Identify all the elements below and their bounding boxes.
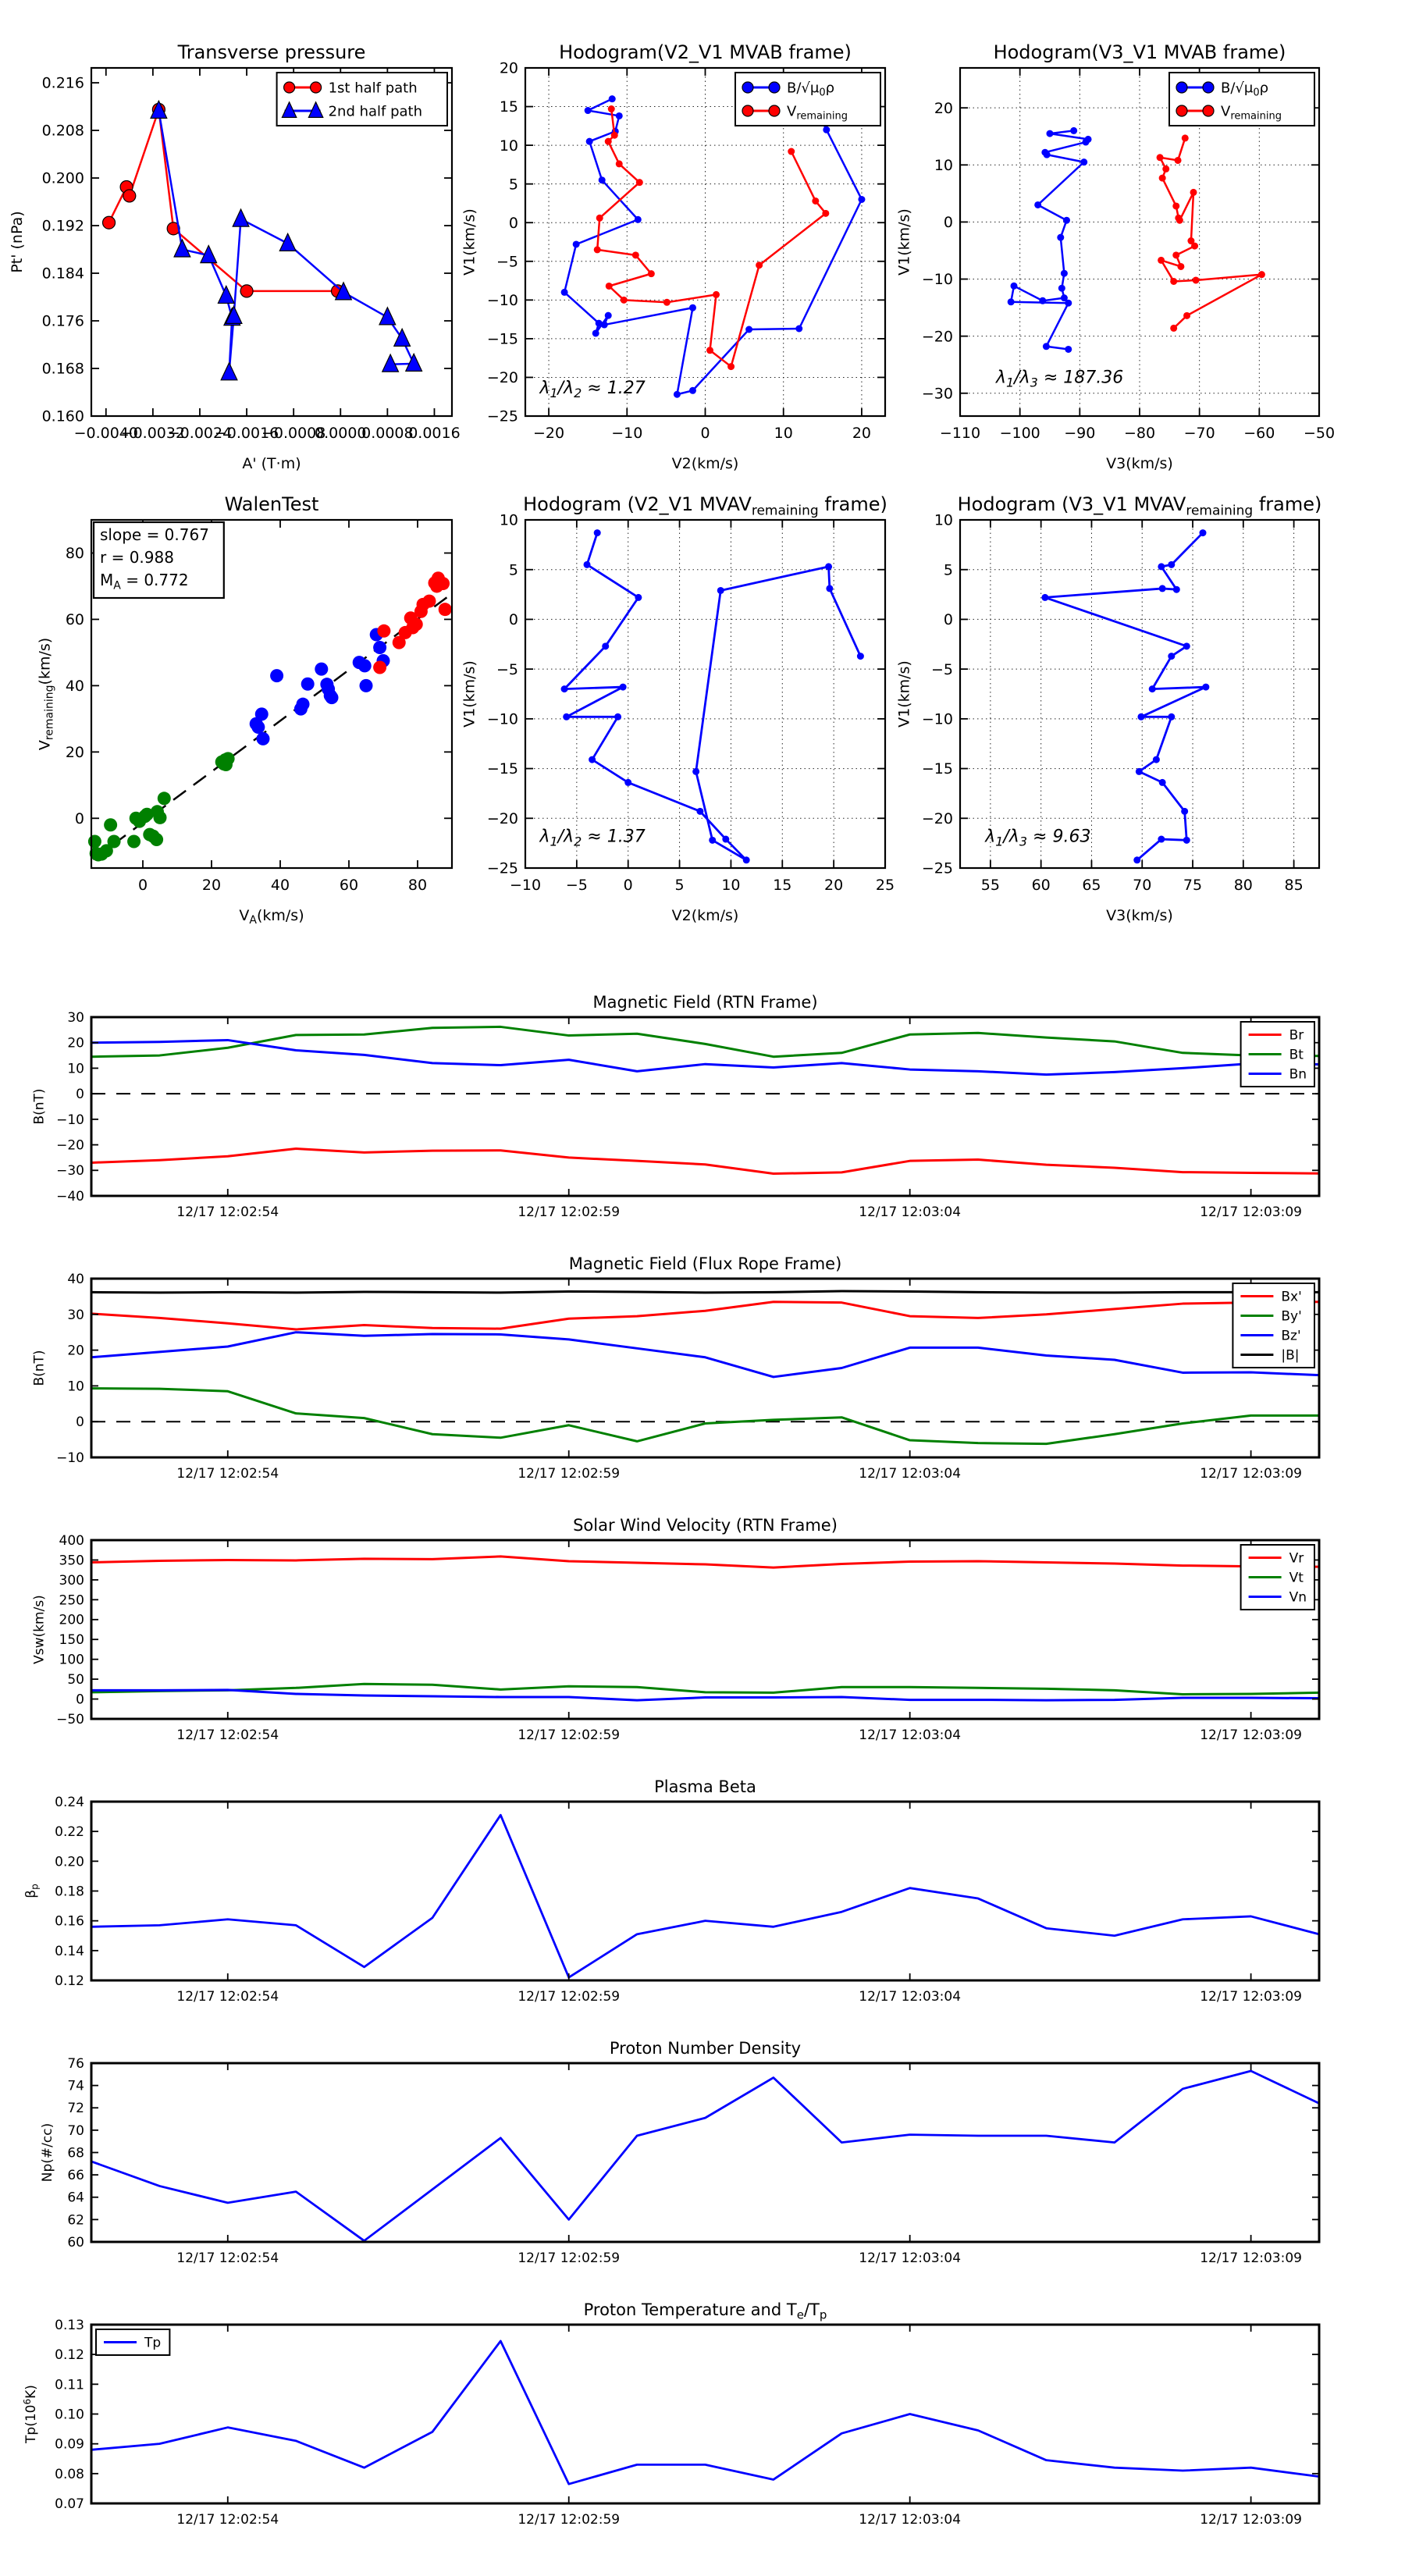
x-tick-label: 25 — [875, 877, 895, 894]
y-tick-label: −15 — [486, 330, 518, 348]
legend — [1169, 73, 1314, 126]
y-tick-label: 40 — [67, 1271, 84, 1287]
y-tick-label: 10 — [67, 1061, 84, 1077]
y-tick-label: 0.07 — [55, 2496, 84, 2512]
x-tick-label: 12/17 12:02:59 — [518, 2512, 621, 2528]
y-tick-label: 0.18 — [55, 1884, 84, 1900]
y-tick-label: 0 — [943, 611, 953, 629]
y-tick-label: 0.10 — [55, 2407, 84, 2423]
y-tick-label: 15 — [499, 98, 518, 116]
plot-frame — [960, 520, 1319, 868]
y-axis-label: V1(km/s) — [895, 208, 913, 276]
y-tick-label: 0 — [74, 809, 84, 827]
annotation: $\lambda_1/\lambda_2 \approx 1.27$ — [539, 379, 646, 400]
legend — [1232, 1283, 1314, 1368]
y-tick-label: 0.176 — [41, 312, 84, 330]
y-axis-label: V1(km/s) — [461, 208, 478, 276]
chart-walen-test — [36, 493, 452, 927]
chart-title: Transverse pressure — [177, 41, 366, 63]
y-tick-label: 0.13 — [55, 2317, 84, 2333]
chart-vsw-rtn — [31, 1516, 1319, 1743]
y-tick-label: −15 — [921, 760, 953, 778]
x-tick-label: 12/17 12:03:09 — [1200, 2512, 1302, 2528]
series-line — [91, 1148, 1319, 1173]
y-tick-label: 0.24 — [55, 1794, 84, 1810]
y-tick-label: 0.192 — [41, 217, 84, 235]
y-tick-label: 50 — [67, 1672, 84, 1688]
x-tick-label: 0 — [700, 425, 710, 442]
x-tick-label: 15 — [773, 877, 792, 894]
series-line — [564, 533, 860, 860]
x-tick-label: 12/17 12:03:09 — [1200, 1204, 1302, 1220]
y-tick-label: 10 — [934, 156, 953, 174]
annotation: $\lambda_1/\lambda_3 \approx 9.63$ — [985, 827, 1091, 849]
series-line — [91, 1389, 1319, 1444]
y-tick-label: 60 — [67, 2234, 84, 2250]
y-tick-label: 0 — [508, 611, 518, 629]
x-tick-label: 12/17 12:03:09 — [1200, 1727, 1302, 1743]
y-tick-label: 64 — [67, 2190, 84, 2206]
legend — [735, 73, 880, 126]
legend-label: Bn — [1289, 1066, 1307, 1083]
legend-label: By' — [1281, 1308, 1302, 1325]
y-axis-label: Vsw(km/s) — [31, 1595, 48, 1664]
y-tick-label: 100 — [59, 1652, 84, 1668]
y-tick-label: −25 — [921, 859, 953, 877]
series-1st half path — [103, 103, 344, 297]
series-line — [91, 1026, 1319, 1056]
y-tick-label: 10 — [499, 137, 518, 155]
y-tick-label: −25 — [486, 407, 518, 425]
x-tick-label: 10 — [721, 877, 741, 894]
x-tick-label: 85 — [1284, 877, 1304, 894]
y-tick-label: 10 — [67, 1379, 84, 1395]
y-tick-label: −40 — [56, 1188, 84, 1204]
series-Vremaining — [1157, 134, 1265, 331]
plot-frame — [91, 2063, 1319, 2242]
y-tick-label: 0.12 — [55, 1973, 84, 1989]
y-tick-label: −20 — [56, 1137, 84, 1154]
x-tick-label: 65 — [1082, 877, 1101, 894]
x-tick-label: 12/17 12:03:09 — [1200, 1466, 1302, 1482]
series-By' — [91, 1389, 1319, 1444]
legend-label: $V_{remaining}$ — [787, 103, 848, 123]
series-beta — [91, 1815, 1319, 1977]
x-tick-label: 0 — [623, 877, 633, 894]
chart-hodogram-v2v1-mvab — [461, 41, 885, 472]
y-tick-label: −10 — [486, 291, 518, 309]
legend-label: 2nd half path — [328, 103, 423, 120]
x-tick-label: 0.0016 — [408, 425, 461, 442]
y-tick-label: −20 — [486, 369, 518, 387]
annotation: $\lambda_1/\lambda_2 \approx 1.37$ — [539, 827, 646, 849]
y-tick-label: 10 — [934, 511, 953, 529]
x-tick-label: −60 — [1243, 425, 1275, 442]
y-tick-label: 5 — [943, 561, 953, 579]
chart-mag-rtn — [31, 993, 1319, 1220]
x-tick-label: 20 — [852, 425, 872, 442]
y-tick-label: 0 — [508, 214, 518, 232]
series-V — [1041, 529, 1209, 863]
chart-hodogram-v3v1-mvav — [896, 493, 1322, 924]
x-tick-label: 12/17 12:02:59 — [518, 1466, 621, 1482]
y-tick-label: 150 — [59, 1632, 84, 1649]
stats-line: slope = 0.767 — [100, 525, 209, 544]
y-axis-label: B(nT) — [31, 1088, 48, 1125]
x-tick-label: −100 — [999, 425, 1040, 442]
series-line — [91, 1302, 1319, 1329]
series-V — [561, 529, 864, 863]
y-tick-label: 0 — [943, 214, 953, 232]
y-tick-label: −30 — [921, 385, 953, 403]
x-tick-label: 80 — [407, 877, 428, 894]
x-axis-label: $V_A(km/s)$ — [239, 907, 304, 927]
x-axis-label: V2(km/s) — [671, 907, 739, 924]
x-tick-label: 0 — [137, 877, 148, 894]
x-tick-label: 12/17 12:03:04 — [859, 2250, 962, 2266]
legend — [277, 73, 447, 126]
x-tick-label: −0.0040 — [73, 425, 138, 442]
chart-proton-density — [40, 2039, 1319, 2266]
y-tick-label: 400 — [59, 1532, 84, 1549]
legend-label: $V_{remaining}$ — [1221, 103, 1282, 123]
x-tick-label: 12/17 12:02:59 — [518, 1989, 621, 2005]
x-tick-label: 12/17 12:03:09 — [1200, 2250, 1302, 2266]
y-tick-label: 0.160 — [41, 407, 84, 425]
chart-mag-fluxrope — [31, 1254, 1319, 1482]
y-tick-label: −10 — [921, 710, 953, 728]
x-axis-label: V2(km/s) — [671, 455, 739, 472]
y-tick-label: 62 — [67, 2212, 84, 2229]
legend — [96, 2329, 169, 2355]
y-tick-label: 20 — [934, 99, 953, 117]
x-tick-label: −5 — [565, 877, 588, 894]
y-tick-label: 0.08 — [55, 2466, 84, 2482]
x-tick-label: 10 — [774, 425, 793, 442]
y-tick-label: 0.12 — [55, 2347, 84, 2364]
legend-label: Bz' — [1281, 1328, 1301, 1344]
chart-title: Hodogram(V3_V1 MVAB frame) — [993, 41, 1286, 63]
y-tick-label: −10 — [486, 710, 518, 728]
x-tick-label: 12/17 12:03:04 — [859, 2512, 962, 2528]
series-Br — [91, 1148, 1319, 1173]
x-tick-label: 20 — [201, 877, 222, 894]
x-tick-label: 12/17 12:02:59 — [518, 2250, 621, 2266]
x-tick-label: 12/17 12:02:59 — [518, 1727, 621, 1743]
x-tick-label: −0.0008 — [261, 425, 326, 442]
x-tick-label: 5 — [674, 877, 685, 894]
y-tick-label: −5 — [930, 660, 953, 678]
y-tick-label: 68 — [67, 2145, 84, 2161]
y-tick-label: 0.208 — [41, 122, 84, 140]
y-axis-label: $\beta_p$ — [23, 1884, 41, 1898]
plot-frame — [91, 2325, 1319, 2503]
chart-title: Magnetic Field (RTN Frame) — [592, 993, 818, 1012]
stats-line: $M_A = 0.772$ — [100, 571, 189, 592]
x-tick-label: 55 — [980, 877, 1000, 894]
legend-label: $B/√\mu_0\rho$ — [1221, 80, 1269, 99]
y-tick-label: 0 — [76, 1692, 84, 1708]
x-tick-label: 0.0008 — [361, 425, 414, 442]
y-tick-label: 0.09 — [55, 2436, 84, 2453]
y-tick-label: 0.168 — [41, 360, 84, 378]
x-tick-label: 40 — [270, 877, 290, 894]
legend-label: |B| — [1281, 1347, 1300, 1364]
series-line — [91, 1291, 1319, 1293]
chart-plasma-beta — [23, 1777, 1319, 2005]
series-line — [91, 2341, 1319, 2484]
chart-title: Hodogram (V3_V1 $MVAV_{remaining}$ frame) — [957, 493, 1322, 519]
x-tick-label: −20 — [533, 425, 565, 442]
series-Tp — [91, 2341, 1319, 2484]
legend-label: Vr — [1289, 1550, 1304, 1567]
series-Bt — [91, 1026, 1319, 1056]
x-tick-label: 80 — [1233, 877, 1253, 894]
y-axis-label: V1(km/s) — [461, 660, 478, 728]
y-tick-label: 0.11 — [55, 2377, 84, 2393]
y-tick-label: 30 — [67, 1009, 84, 1026]
chart-title: Solar Wind Velocity (RTN Frame) — [573, 1516, 838, 1535]
series-Bz' — [91, 1332, 1319, 1377]
chart-transverse-pressure — [9, 41, 461, 472]
y-axis-label: V1(km/s) — [895, 660, 913, 728]
x-tick-label: −10 — [611, 425, 643, 442]
y-tick-label: 300 — [59, 1572, 84, 1589]
x-tick-label: −80 — [1123, 425, 1156, 442]
x-tick-label: 12/17 12:02:54 — [176, 2250, 279, 2266]
x-axis-label: V3(km/s) — [1106, 455, 1173, 472]
chart-title: WalenTest — [224, 493, 319, 515]
legend-label: Bx' — [1281, 1289, 1302, 1305]
y-tick-label: 200 — [59, 1612, 84, 1628]
y-tick-label: 0 — [76, 1087, 84, 1103]
legend-label: Bt — [1289, 1047, 1304, 1063]
y-tick-label: 20 — [67, 1343, 84, 1359]
y-tick-label: −20 — [921, 809, 953, 827]
y-tick-label: −20 — [486, 809, 518, 827]
stats-line: r = 0.988 — [100, 548, 174, 567]
chart-title: Hodogram(V2_V1 MVAB frame) — [559, 41, 852, 63]
y-tick-label: 0.14 — [55, 1943, 84, 1959]
legend-label: Vt — [1289, 1570, 1304, 1586]
y-tick-label: 60 — [65, 611, 84, 629]
y-tick-label: −10 — [921, 271, 953, 289]
x-tick-label: 12/17 12:03:04 — [859, 1989, 962, 2005]
y-tick-label: −5 — [496, 660, 518, 678]
annotation: $\lambda_1/\lambda_3 \approx 187.36$ — [996, 368, 1124, 390]
y-tick-label: 20 — [499, 59, 518, 77]
series-line — [109, 109, 338, 291]
chart-proton-temp — [22, 2300, 1319, 2528]
chart-title: Plasma Beta — [654, 1777, 756, 1796]
x-tick-label: 12/17 12:03:04 — [859, 1727, 962, 1743]
chart-title: Magnetic Field (Flux Rope Frame) — [568, 1254, 842, 1273]
y-tick-label: 76 — [67, 2055, 84, 2072]
y-tick-label: −5 — [496, 253, 518, 271]
y-tick-label: −30 — [56, 1163, 84, 1179]
x-tick-label: −0.0016 — [214, 425, 279, 442]
x-tick-label: 12/17 12:02:54 — [176, 1727, 279, 1743]
x-tick-label: −10 — [509, 877, 542, 894]
y-tick-label: 0.200 — [41, 169, 84, 187]
series-line — [1011, 130, 1088, 349]
x-tick-label: 20 — [824, 877, 844, 894]
legend — [1241, 1022, 1314, 1087]
x-tick-label: −110 — [939, 425, 981, 442]
y-tick-label: 20 — [65, 743, 84, 761]
legend-label: Br — [1289, 1027, 1304, 1044]
x-tick-label: 70 — [1133, 877, 1152, 894]
chart-title: Proton Number Density — [609, 2039, 802, 2058]
y-tick-label: 30 — [67, 1307, 84, 1323]
x-tick-label: 75 — [1183, 877, 1203, 894]
x-tick-label: 12/17 12:03:04 — [859, 1466, 962, 1482]
x-tick-label: 12/17 12:02:54 — [176, 1204, 279, 1220]
y-tick-label: 0.22 — [55, 1824, 84, 1841]
y-tick-label: −20 — [921, 328, 953, 346]
x-tick-label: −0.0032 — [120, 425, 186, 442]
y-tick-label: 0 — [76, 1414, 84, 1431]
x-tick-label: 12/17 12:02:54 — [176, 2512, 279, 2528]
series-middle — [250, 628, 390, 745]
y-tick-label: 0.16 — [55, 1913, 84, 1930]
chart-title: Hodogram (V2_V1 $MVAV_{remaining}$ frame) — [523, 493, 887, 519]
y-tick-label: 0.184 — [41, 265, 84, 283]
y-axis-label: $V_{remaining}(km/s)$ — [36, 637, 56, 751]
x-tick-label: 12/17 12:02:54 — [176, 1466, 279, 1482]
y-tick-label: 0.216 — [41, 74, 84, 92]
legend-label: Tp — [144, 2335, 162, 2351]
x-tick-label: 12/17 12:03:04 — [859, 1204, 962, 1220]
x-tick-label: −70 — [1183, 425, 1215, 442]
series-Vr — [91, 1557, 1319, 1567]
y-tick-label: 80 — [65, 545, 84, 563]
y-tick-label: 0.20 — [55, 1854, 84, 1870]
legend-label: 1st half path — [328, 80, 418, 97]
chart-hodogram-v3v1-mvab — [896, 41, 1335, 472]
series-|B| — [91, 1291, 1319, 1293]
x-axis-label: V3(km/s) — [1106, 907, 1173, 924]
x-tick-label: −50 — [1303, 425, 1336, 442]
y-tick-label: −50 — [56, 1711, 84, 1727]
series-Bx' — [91, 1302, 1319, 1329]
x-tick-label: −90 — [1064, 425, 1096, 442]
x-axis-label: A' (T·m) — [242, 455, 301, 472]
series-line — [91, 2071, 1319, 2241]
plot-frame — [91, 1802, 1319, 1980]
series-line — [91, 1332, 1319, 1377]
x-tick-label: 60 — [1031, 877, 1051, 894]
y-axis-label: Np(#/cc) — [39, 2122, 55, 2183]
series-first — [88, 752, 235, 861]
x-tick-label: 12/17 12:03:09 — [1200, 1989, 1302, 2005]
y-tick-label: −10 — [56, 1112, 84, 1128]
y-tick-label: 5 — [508, 561, 518, 579]
y-axis-label: Pt' (nPa) — [9, 211, 27, 273]
legend — [1241, 1545, 1314, 1610]
y-axis-label: B(nT) — [31, 1350, 48, 1386]
y-tick-label: 20 — [67, 1035, 84, 1051]
x-tick-label: 12/17 12:02:59 — [518, 1204, 621, 1220]
y-tick-label: 5 — [508, 176, 518, 194]
series-line — [91, 1815, 1319, 1977]
series-Np — [91, 2071, 1319, 2241]
y-tick-label: 10 — [499, 511, 518, 529]
y-tick-label: 70 — [67, 2122, 84, 2139]
chart-hodogram-v2v1-mvav — [461, 493, 895, 924]
y-tick-label: 74 — [67, 2078, 84, 2094]
y-tick-label: 72 — [67, 2101, 84, 2117]
series-2nd half path — [151, 101, 422, 380]
y-tick-label: 66 — [67, 2168, 84, 2184]
y-tick-label: 40 — [65, 678, 84, 696]
legend-label: $B/√\mu_0\rho$ — [787, 80, 835, 99]
series-line — [91, 1557, 1319, 1567]
y-axis-label: $Tp(10^6K)$ — [21, 2385, 39, 2443]
x-tick-label: 60 — [339, 877, 359, 894]
y-tick-label: −25 — [486, 859, 518, 877]
x-tick-label: 0.0000 — [315, 425, 367, 442]
x-tick-label: −0.0024 — [167, 425, 233, 442]
y-tick-label: −15 — [486, 760, 518, 778]
chart-title: Proton Temperature and $T_e/T_p$ — [583, 2300, 827, 2322]
y-tick-label: 250 — [59, 1592, 84, 1609]
y-tick-label: −10 — [56, 1450, 84, 1466]
series-line — [1160, 138, 1261, 328]
y-tick-label: 350 — [59, 1553, 84, 1569]
x-tick-label: 12/17 12:02:54 — [176, 1989, 279, 2005]
legend-label: Vn — [1289, 1589, 1307, 1606]
